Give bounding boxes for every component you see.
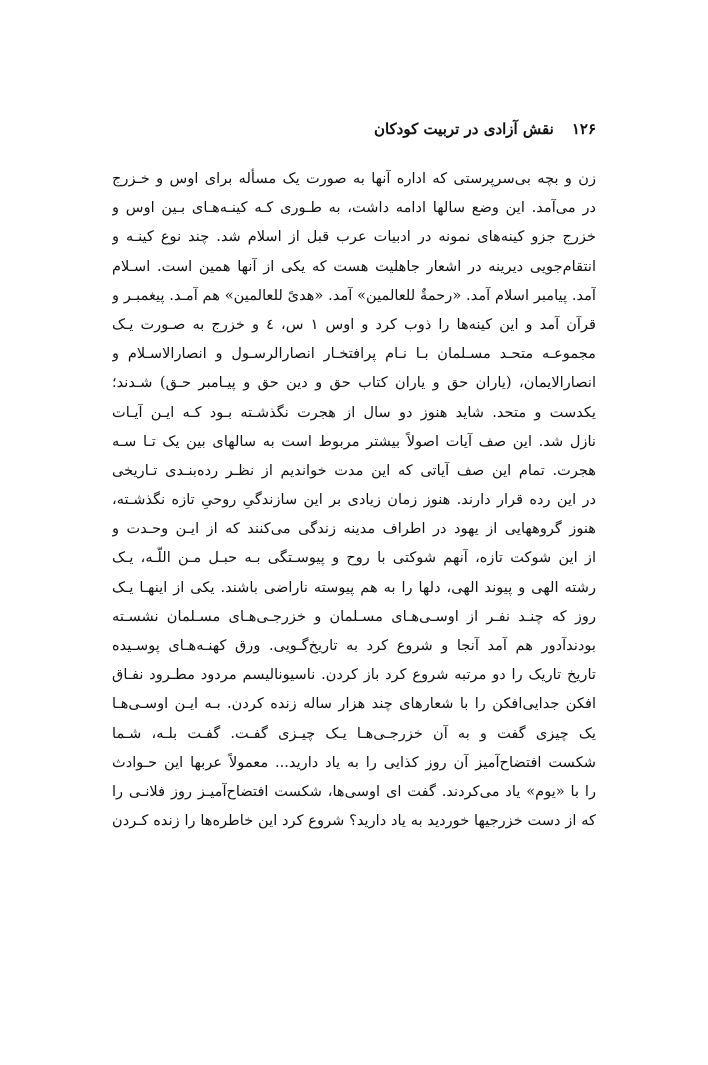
text-line: افکن جدایی‌افکن را با شعارهای چند هزار ساله زنده کردن. بـه ایـن اوسـی‌هـا: [112, 695, 596, 713]
text-line: تاریخ تاریک را دو مرتبه شروع کرد باز کردن. ناسیونالیسم مردود مطـرود نفـاق: [112, 666, 596, 684]
text-line: شکست افتضاح‌آمیز آن روز کذایی را به یاد دارید... معمولاً عربها این حـوادث: [112, 753, 596, 771]
text-line: را با «یوم» یاد می‌کردند. گفت ای اوسی‌ها، شکست افتضاح‌آمیـز روز فلانـی را: [112, 782, 596, 800]
text-line: رشته الهی و پیوند الهی، دلها را به هم پیوسته ناراضی باشند. یکی از اینهـا یـک: [112, 578, 596, 596]
text-line: نازل شد. این صف آیات اصولاً بیشتر مربوط است به سالهای بین یک تـا سـه: [112, 432, 596, 450]
page-header: [112, 120, 596, 138]
text-line: آمد. پیامبر اسلام آمد. «رحمةٌ للعالمین» آمد. «هدیً للعالمین» هم آمـد. پیغمبـر و: [112, 286, 596, 304]
text-line: در این رده قرار دارند. هنوز زمان زیادی بر این سازندگیِ روحیِ تازه نگذشـته،: [112, 491, 596, 509]
body-text: [112, 164, 596, 835]
text-line: از این شوکت تازه، آنهم شوکتی با روح و پیوسـتگی بـه حبـل مـن اللّـه، یـک: [112, 549, 596, 567]
running-title: نقش آزادی در تربیت کودکان: [373, 120, 554, 138]
text-line: روز که چنـد نفـر از اوسـی‌هـای مسـلمان و خزرجـی‌هـای مسـلمان نشسـته: [112, 607, 596, 625]
page-number: ۱۲۶: [571, 120, 596, 138]
text-line: خزرج جزو کینه‌های نمونه در ادبیات عرب قبل از اسلام شد. چند نوع کینـه و: [112, 228, 596, 246]
text-line: در می‌آمد. این وضع سالها ادامه داشت، به طـوری کـه کینـه‌هـای بـین اوس و: [112, 199, 596, 217]
text-line: بودند‌آدور هم آمد آنجا و شروع کرد به تاریخ‌گـویی. ورق کهنـه‌هـای پوسـیده: [112, 637, 596, 654]
text-line: انصارالایمان، (یاران حق و یاران کتاب حق و دین حق و پیـامبر حـق) شـدند؛: [112, 374, 596, 392]
text-line: هجرت. تمام این صف آیاتی که این مدت خواندیم از نظـر رده‌بنـدی تـاریخی: [112, 461, 596, 479]
text-line: قرآن آمد و این کینه‌ها را ذوب کرد و اوس ۱ س، ٤ و خزرج به صـورت یـک: [112, 315, 596, 333]
text-line: انتقام‌جویی دیرینه در اشعار جاهلیت هست که یکی از آنها همین است. اسـلام: [112, 257, 596, 275]
text-line: یک چیزی گفت و به آن خزرجـی‌هـا یـک چیـزی گفـت. گفـت بلـه، شـما: [112, 724, 596, 742]
text-line: که از دست خزرجیها خوردید به یاد دارید؟ شروع کرد این خاطره‌ها را زنده کـردن: [112, 812, 596, 830]
text-line: هنوز گروههایی از یهود در اطراف مدینه زندگی می‌کنند که از ایـن وحـدت و: [112, 520, 596, 538]
text-line: مجموعـه متحـد مسـلمان بـا نـام پرافتخـار انصارالرسـول و انصارالاسـلام و: [112, 345, 596, 363]
text-line: زن و بچه بی‌سرپرستی که اداره آنها به صورت یک مسأله برای اوس و خـزرج: [112, 170, 596, 187]
text-line: یکدست و متحد. شاید هنوز دو سال از هجرت نگذشـته بـود کـه ایـن آیـات: [112, 403, 596, 421]
